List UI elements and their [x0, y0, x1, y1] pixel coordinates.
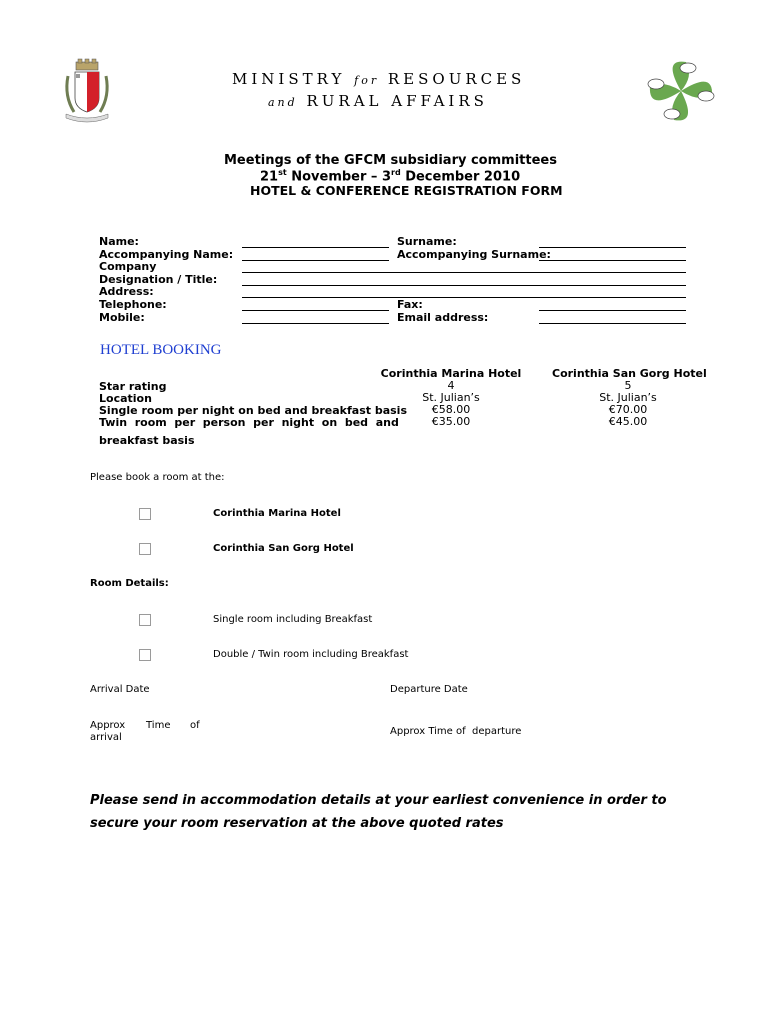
footer-note-line2: secure your room reservation at the above quoted rates: [90, 816, 504, 831]
email-field[interactable]: [539, 323, 686, 324]
arrival-time-label-time: Time: [146, 720, 171, 731]
title-line2: [260, 168, 520, 184]
arrival-time-label-of: of: [190, 720, 200, 731]
footer-note-line1: Please send in accommodation details at your earliest convenience in order to: [90, 793, 667, 808]
and-word: and: [268, 96, 298, 109]
resources-word: RESOURCES: [387, 70, 526, 88]
arrival-date-label: Arrival Date: [90, 684, 150, 695]
malta-coat-of-arms-logo: [62, 58, 112, 124]
departure-time-label: Approx Time of departure: [390, 726, 522, 737]
san-gorg-hotel-option-label: Corinthia San Gorg Hotel: [213, 543, 354, 554]
accompanying-name-label: Accompanying Name:: [99, 248, 234, 261]
hotel-single-rate: €70.00: [608, 403, 648, 416]
name-field[interactable]: [242, 247, 389, 248]
title-day1: 21: [260, 169, 279, 185]
hotel-name: Corinthia San Gorg Hotel: [552, 367, 707, 380]
company-field[interactable]: [242, 272, 686, 273]
hotel-stars: 5: [624, 379, 632, 392]
marina-hotel-checkbox[interactable]: [139, 508, 151, 520]
twin-rate-label-line2: breakfast basis: [99, 434, 195, 447]
surname-field[interactable]: [539, 247, 686, 248]
arrival-time-label-approx: Approx: [90, 720, 126, 731]
title-end: December 2010: [400, 169, 521, 185]
hotel-single-rate: €58.00: [431, 403, 471, 416]
ministry-leaf-logo: [642, 56, 720, 126]
book-room-prompt: Please book a room at the:: [90, 472, 225, 483]
email-label: Email address:: [397, 311, 489, 324]
location-label: Location: [99, 392, 152, 405]
telephone-label: Telephone:: [99, 298, 167, 311]
title-mid: November – 3: [286, 169, 391, 185]
mobile-label: Mobile:: [99, 311, 145, 324]
designation-label: Designation / Title:: [99, 273, 218, 286]
san-gorg-hotel-checkbox[interactable]: [139, 543, 151, 555]
ministry-word: MINISTRY: [232, 70, 346, 88]
address-field[interactable]: [242, 297, 686, 298]
name-label: Name:: [99, 235, 139, 248]
fax-label: Fax:: [397, 298, 423, 311]
hotel-location: St. Julian’s: [599, 391, 657, 404]
rural-affairs-word: RURAL AFFAIRS: [306, 92, 488, 110]
departure-date-label: Departure Date: [390, 684, 468, 695]
telephone-field[interactable]: [242, 310, 389, 311]
double-twin-room-option-label: Double / Twin room including Breakfast: [213, 649, 409, 660]
company-label: Company: [99, 260, 157, 273]
hotel-column-marina: [380, 368, 522, 428]
single-room-option-label: Single room including Breakfast: [213, 614, 373, 625]
hotel-twin-rate: €35.00: [431, 415, 471, 428]
single-room-checkbox[interactable]: [139, 614, 151, 626]
arrival-time-label-arrival: arrival: [90, 732, 122, 743]
twin-rate-label-line1: Twin room per person per night on bed and: [99, 416, 399, 429]
accompanying-surname-field[interactable]: [539, 260, 686, 261]
title-sup1: st: [278, 168, 287, 177]
title-sup2: rd: [391, 168, 401, 177]
double-twin-room-checkbox[interactable]: [139, 649, 151, 661]
surname-label: Surname:: [397, 235, 457, 248]
ministry-for-word: for: [354, 74, 380, 87]
hotel-column-san-gorg: [552, 367, 707, 428]
hotel-booking-heading: HOTEL BOOKING: [100, 342, 222, 358]
star-rating-label: Star rating: [99, 380, 167, 393]
marina-hotel-option-label: Corinthia Marina Hotel: [213, 508, 341, 519]
accompanying-surname-label: Accompanying Surname:: [397, 248, 551, 261]
hotel-stars: 4: [447, 379, 455, 392]
single-rate-label: Single room per night on bed and breakfast basis: [99, 404, 407, 417]
title-line1: Meetings of the GFCM subsidiary committees: [224, 153, 557, 168]
designation-field[interactable]: [242, 285, 686, 286]
room-details-heading: Room Details:: [90, 578, 169, 589]
mobile-field[interactable]: [242, 323, 389, 324]
hotel-twin-rate: €45.00: [608, 415, 648, 428]
ministry-title-line2: [268, 92, 488, 110]
ministry-title-line1: [232, 70, 525, 88]
hotel-location: St. Julian’s: [422, 391, 480, 404]
fax-field[interactable]: [539, 310, 686, 311]
address-label: Address:: [99, 285, 154, 298]
hotel-name: Corinthia Marina Hotel: [380, 367, 522, 380]
accompanying-name-field[interactable]: [242, 260, 389, 261]
title-line3: HOTEL & CONFERENCE REGISTRATION FORM: [250, 183, 563, 198]
